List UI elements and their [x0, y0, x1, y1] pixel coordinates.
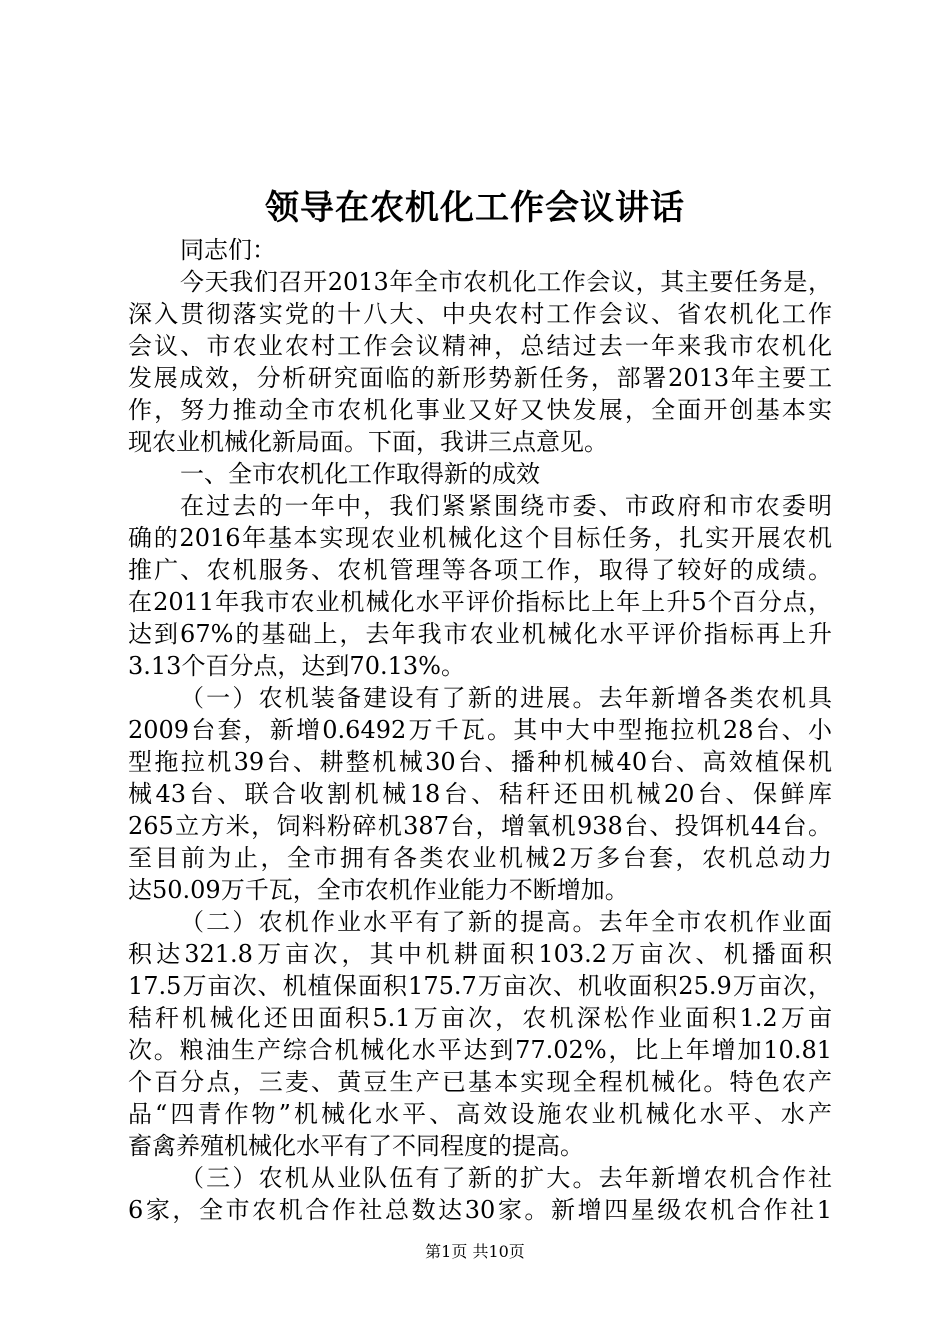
body-line: 秸秆机械化还田面积5.1万亩次，农机深松作业面积1.2万亩	[128, 1004, 832, 1032]
body-line: 至目前为止，全市拥有各类农业机械2万多台套，农机总动力	[128, 844, 832, 872]
body-line: 265立方米，饲料粉碎机387台，增氧机938台、投饵机44台。	[128, 812, 832, 840]
body-line: 在过去的一年中，我们紧紧围绕市委、市政府和市农委明	[180, 492, 832, 520]
body-line: 确的2016年基本实现农业机械化这个目标任务，扎实开展农机	[128, 524, 832, 552]
document-title: 领导在农机化工作会议讲话	[265, 188, 685, 228]
body-line: 今天我们召开2013年全市农机化工作会议，其主要任务是，	[180, 268, 832, 296]
body-line: 3.13个百分点，达到70.13%。	[128, 652, 465, 680]
body-line: 深入贯彻落实党的十八大、中央农村工作会议、省农机化工作	[128, 300, 832, 328]
body-line: 发展成效，分析研究面临的新形势新任务，部署2013年主要工	[128, 364, 832, 392]
body-line: 作，努力推动全市农机化事业又好又快发展，全面开创基本实	[128, 396, 832, 424]
page-footer: 第1页 共10页	[425, 1242, 525, 1261]
body-line: 2009台套，新增0.6492万千瓦。其中大中型拖拉机28台、小	[128, 716, 832, 744]
body-line: 同志们：	[180, 236, 276, 264]
body-line: 畜禽养殖机械化水平有了不同程度的提高。	[128, 1132, 584, 1160]
body-line: 型拖拉机39台、耕整机械30台、播种机械40台、高效植保机	[128, 748, 832, 776]
body-line: 6家，全市农机合作社总数达30家。新增四星级农机合作社1	[128, 1196, 832, 1224]
body-line: 积达321.8万亩次，其中机耕面积103.2万亩次、机播面积	[128, 940, 832, 968]
body-line: 达到67%的基础上，去年我市农业机械化水平评价指标再上升	[128, 620, 832, 648]
body-line: （三）农机从业队伍有了新的扩大。去年新增农机合作社	[180, 1164, 832, 1192]
body-line: 一、全市农机化工作取得新的成效	[180, 460, 540, 488]
document-body	[128, 234, 832, 1226]
body-line: 17.5万亩次、机植保面积175.7万亩次、机收面积25.9万亩次，	[128, 972, 832, 1000]
body-line: 械43台、联合收割机械18台、秸秆还田机械20台、保鲜库	[128, 780, 832, 808]
body-line: （一）农机装备建设有了新的进展。去年新增各类农机具	[180, 684, 832, 712]
body-line: （二）农机作业水平有了新的提高。去年全市农机作业面	[180, 908, 832, 936]
body-line: 现农业机械化新局面。下面，我讲三点意见。	[128, 428, 608, 456]
body-line: 在2011年我市农业机械化水平评价指标比上年上升5个百分点，	[128, 588, 832, 616]
body-line: 推广、农机服务、农机管理等各项工作，取得了较好的成绩。	[128, 556, 832, 584]
body-line: 次。粮油生产综合机械化水平达到77.02%，比上年增加10.81	[128, 1036, 832, 1064]
body-line: 个百分点，三麦、黄豆生产已基本实现全程机械化。特色农产	[128, 1068, 832, 1096]
body-line: 品“四青作物”机械化水平、高效设施农业机械化水平、水产	[128, 1100, 832, 1128]
body-line: 达50.09万千瓦，全市农机作业能力不断增加。	[128, 876, 629, 904]
body-line: 会议、市农业农村工作会议精神，总结过去一年来我市农机化	[128, 332, 832, 360]
